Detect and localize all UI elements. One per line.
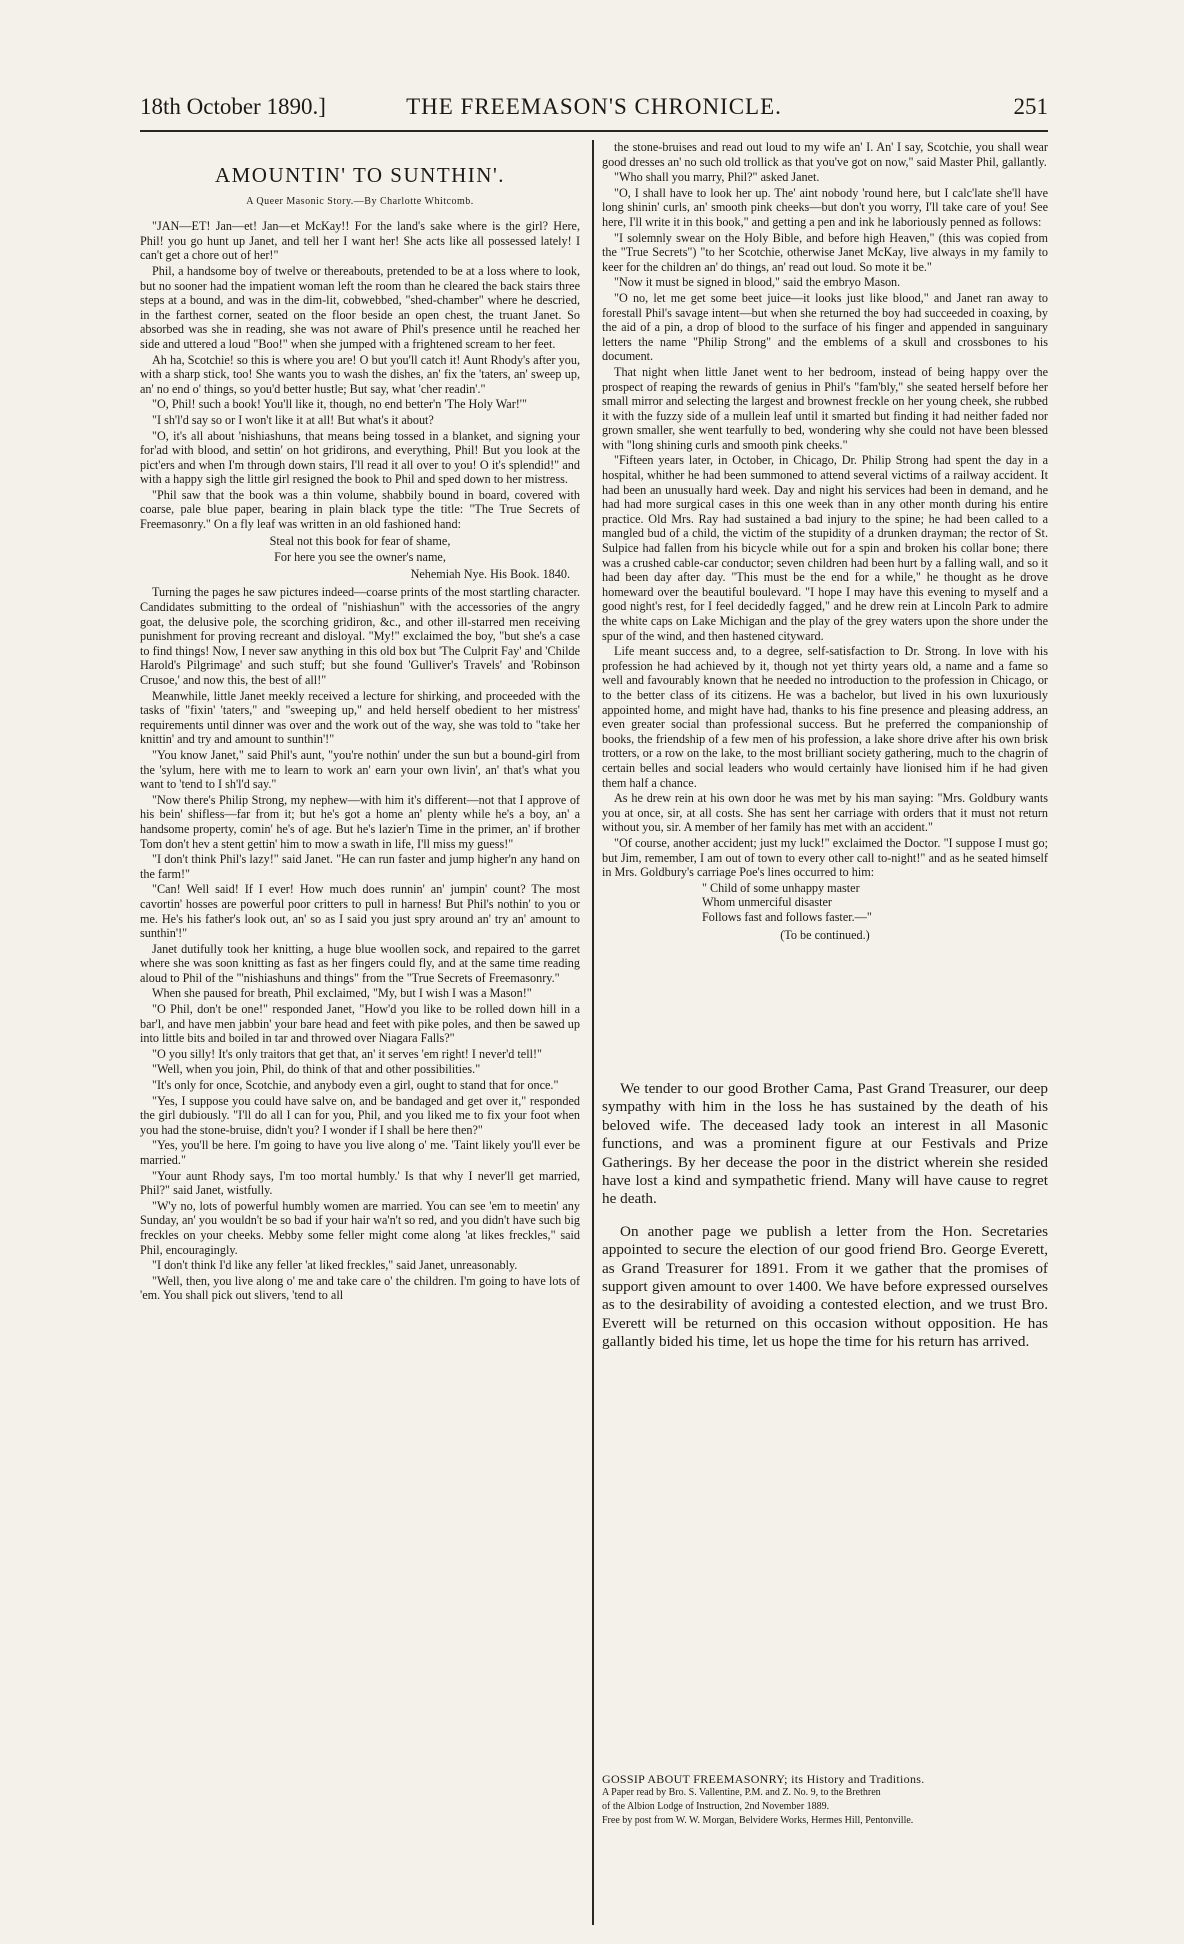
poem-line: Follows fast and follows faster.—" — [702, 909, 872, 924]
story-paragraph: "O Phil, don't be one!" responded Janet, "How'd you like to be rolled down hill in a bar'l, and have men jabbin' your bare head and feet with pike poles, and then be sawed up into little bits and boiled in tar and throwed over Niagara Falls?" — [140, 1002, 580, 1046]
editorial-paragraph: On another page we publish a letter from the Hon. Secretaries appointed to secure the election of our good friend Bro. George Everett, as Grand Treasurer for 1891. From it we gather that the promises of support given amount to over 1400. We have before expressed ourselves as to the desirability of avoiding a contested election, and we trust Bro. Everett will be returned on this occasion without opposition. He has gallantly bided his time, let us hope the time for his return has arrived. — [602, 1222, 1048, 1351]
story-paragraph: "Who shall you marry, Phil?" asked Janet. — [614, 170, 820, 185]
issue-date: 18th October 1890.] — [140, 94, 326, 119]
story-paragraph: "O, I shall have to look her up. The' aint nobody 'round here, but I calc'late she'll have long shinin' curls, an' smooth pink cheeks—but don't you worry, I'll take care of you! See here, I'll write it in this book," and getting a pen and ink he laboriously penned as follows: — [602, 185, 1048, 229]
advert-title: GOSSIP ABOUT FREEMASONRY; its History and Traditions. — [602, 1772, 925, 1786]
story-paragraph: Phil, a handsome boy of twelve or thereabouts, pretended to be at a loss where to look, but no sooner had the impatient woman left the room than he cleared the back stairs three steps at a bound, and was in the dim-lit, cobwebbed, "shed-chamber" where he descried, in the farthest corner, seated on the floor beside an open chest, the truant Janet. So absorbed was she in reading, she was not aware of Phil's presence until he reached her side and uttered a loud "Boo!" when she jumped with a frightened scream to her feet. — [140, 263, 580, 351]
story-paragraph: Meanwhile, little Janet meekly received a lecture for shirking, and proceeded with the tasks of "fixin' 'taters," and "sweeping up," and held herself obedient to her mistress' requirements until dinner was over and the work out of the way, she was told to "take her knittin' and try and amount to sunthin'!" — [140, 688, 580, 747]
story-paragraph: "I don't think I'd like any feller 'at liked freckles," said Janet, unreasonably. — [152, 1258, 518, 1273]
advert-line: of the Albion Lodge of Instruction, 2nd November 1889. — [602, 1801, 830, 1812]
story-paragraph: "JAN—ET! Jan—et! Jan—et McKay!! For the land's sake where is the girl? Here, Phil! you go hunt up Janet, and tell her I want her! She acts like all possessed lately! I can't get a chore out of her!" — [140, 219, 580, 263]
story-paragraph: "I don't think Phil's lazy!" said Janet. "He can run faster and jump higher'n any hand on the farm!" — [140, 852, 580, 881]
page-header — [140, 94, 1048, 130]
story-paragraph: Turning the pages he saw pictures indeed—coarse prints of the most startling character. Candidates submitting to the ordeal of "nishiashun" with the accessories of the angry goat, the delusive pole, the scorching gridiron, &c., and other ill-starred men receiving punishment for proving recreant and disloyal. "My!" exclaimed the boy, "but she's a case to find things! Now, I never saw anything in this old box but 'The Culprit Fay' and 'Childe Harold's Pilgrimage' and such stuff; but she found 'Gulliver's Travels' and 'Robinson Crusoe,' and now this, the best of all!" — [140, 585, 580, 687]
story-paragraph: "Can! Well said! If I ever! How much does runnin' an' jumpin' count? The most cavortin' hosses are powerful poor critters to pull in harness! But Phil's nothin' to you or me. He's his father's look out, an' so as I said you just spry around an' try an' amount to sunthin'!" — [140, 882, 580, 941]
story-paragraph: When she paused for breath, Phil exclaimed, "My, but I wish I was a Mason!" — [152, 986, 532, 1001]
publication-title: THE FREEMASON'S CHRONICLE. — [406, 94, 782, 119]
story-paragraph: As he drew rein at his own door he was met by his man saying: "Mrs. Goldbury wants you at once, sir, at all costs. She has sent her carriage with orders that it must not return without you, sir. A member of her family has met with an accident." — [602, 791, 1048, 835]
poem-line: Whom unmerciful disaster — [702, 895, 832, 910]
page-number: 251 — [1013, 94, 1048, 119]
story-paragraph: Ah ha, Scotchie! so this is where you are! O but you'll catch it! Aunt Rhody's after you, with a sharp stick, too! She wants you to wash the dishes, an' fix the 'taters, an' sweep up, an' no end o' things, so you'd better hustle; But say, what 'cher readin'." — [140, 352, 580, 396]
story-paragraph: Janet dutifully took her knitting, a huge blue woollen sock, and repaired to the garret where she was soon knitting as fast as her fingers could fly, and at the same time reading aloud to Phil of the "'nishiashuns and things" from the "True Secrets of Freemasonry." — [140, 941, 580, 985]
story-paragraph: "Fifteen years later, in October, in Chicago, Dr. Philip Strong had spent the day in a hospital, whither he had been summoned to attend several victims of a railway accident. It had been an unusually hard week. Day and night his services had been in demand, and he had had more surgical cases in this one week than in any other month during his entire practice. Old Mrs. Ray had sustained a bad injury to the spine; he had been called to a mangled bud of a child, the victim of the stupidity of a drunken drayman; the rector of St. Sulpice had fallen from his bicycle while out for a spin and broken his collar bone; there was a crushed cable-car conductor; seven children had been hurt by a falling wall, and so it had been day after day. "This must be the end for a while," he thought as he drove homeward over the beautiful boulevard. "I hope I may have this evening to myself and a good night's rest, for I feel decidedly fagged," and he drew rein at Lincoln Park to admire the white caps on Lake Michigan and the play of the grey waters upon the shore under the spur of the wind, and then hastened cityward. — [602, 453, 1048, 643]
story-paragraph: the stone-bruises and read out loud to my wife an' I. An' I say, Scotchie, you shall wear good dresses an' no such old trollick as that you've got on now," said Master Phil, gallantly. — [602, 140, 1048, 169]
story-paragraphs-part-2 — [140, 585, 580, 1303]
poe-quotation — [602, 881, 1048, 925]
story-paragraph: "Well, then, you live along o' me and take care o' the children. I'm going to have lots of 'em. You shall pick out slivers, 'tend to all — [140, 1273, 580, 1303]
story-paragraph: "I sh'l'd say so or I won't like it at all! But what's it about? — [152, 412, 434, 427]
story-paragraphs-continued — [602, 140, 1048, 880]
story-paragraph: "Now there's Philip Strong, my nephew—with him it's different—not that I approve of his bein' shifless—far from it; but he's got a home an' plenty while he's a boy, an' a handsome property, comin' he's of age. But he's lazier'n Time in the primer, an' if brother Tom don't hev a stent gettin' him to mow a swath in life, I'll miss my guess!" — [140, 792, 580, 851]
story-column-left — [140, 168, 580, 1928]
header-rule — [140, 130, 1048, 132]
story-paragraph: "Yes, I suppose you could have salve on, and be bandaged and get over it," responded the girl dubiously. "I'll do all I can for you, Phil, and you liked me to fix your foot when you had the stone-bruise, didn't you? I wonder if I shall be here then?" — [140, 1093, 580, 1137]
story-paragraph: "Yes, you'll be here. I'm going to have you live along o' me. 'Taint likely you'll ever be married." — [140, 1138, 580, 1167]
story-paragraph: "It's only for once, Scotchie, and anybody even a girl, ought to stand that for once." — [152, 1078, 559, 1093]
verse-line: For here you see the owner's name, — [274, 550, 446, 565]
advert-line: A Paper read by Bro. S. Vallentine, P.M. and Z. No. 9, to the Brethren — [602, 1787, 881, 1798]
story-paragraph: "O you silly! It's only traitors that get that, an' it serves 'em right! I never'd tell!" — [152, 1046, 543, 1061]
story-paragraph: "Your aunt Rhody says, I'm too mortal humbly.' Is that why I never'll get married, Phil?" said Janet, wistfully. — [140, 1168, 580, 1198]
story-column-right — [602, 140, 1048, 1065]
story-title: AMOUNTIN' TO SUNTHIN'. — [214, 168, 506, 187]
to-be-continued: (To be continued.) — [780, 928, 870, 943]
story-paragraph: Life meant success and, to a degree, self-satisfaction to Dr. Strong. In love with his profession he had achieved by it, though not yet thirty years old, a name and a fame so well and favourably known that he needed no introduction to the profession in Chicago, or to the better class of its citizens. He was a bachelor, but lived in his own luxuriously appointed home, and might have had, thanks to his fine presence and pleasing address, an even greater social than professional success. But he preferred the companionship of books, the friendship of a few men of his profession, a lake shore drive after his own brisk trotters, or a row on the lake, to the most brilliant society gathering, much to the chagrin of certain belles and social leaders who would certainly have lionised him if he had given them half a chance. — [602, 644, 1048, 790]
story-paragraph: "I solemnly swear on the Holy Bible, and before high Heaven," (this was copied from the "True Secrets") "to her Scotchie, otherwise Janet McKay, live always in my family to keer for the children an' do things, an' read out loud. So mote it be." — [602, 230, 1048, 274]
story-byline: A Queer Masonic Story.—By Charlotte Whitcomb. — [246, 195, 474, 207]
story-paragraph: "Well, when you join, Phil, do think of that and other possibilities." — [152, 1062, 481, 1077]
verse-line: Steal not this book for fear of shame, — [269, 533, 451, 548]
story-paragraph: "O, Phil! such a book! You'll like it, though, no end better'n 'The Holy War!'" — [152, 397, 527, 412]
story-paragraph: "Phil saw that the book was a thin volume, shabbily bound in board, covered with coarse, pale blue paper, bearing in plain black type the title: "The True Secrets of Freemasonry." On a fly leaf was written in an old fashioned hand: — [140, 487, 580, 532]
fly-leaf-verse — [140, 534, 580, 565]
column-rule — [592, 140, 594, 1925]
verse-signature: Nehemiah Nye. His Book. 1840. — [410, 566, 570, 581]
poem-line: " Child of some unhappy master — [702, 880, 860, 895]
gossip-advert — [602, 1772, 1048, 1922]
story-paragraph: That night when little Janet went to her bedroom, instead of being happy over the prospect of reaping the rewards of genius in Phil's "fam'bly," she seated herself before her small mirror and selecting the largest and brownest freckle on her young cheek, she rubbed it with the fuzzy side of a mullein leaf until it smarted but finding it had neither faded nor grown smaller, she went tearfully to bed, wondering why she could not have been blessed with "long shining curls and smooth pink cheeks." — [602, 364, 1048, 452]
story-paragraph: "O no, let me get some beet juice—it looks just like blood," and Janet ran away to forestall Phil's savage intent—but when she returned the boy had succeeded in coaxing, by the aid of a pin, a drop of blood to the surface of his finger and appended in sanguinary letters the name "Philip Strong" and the emblems of a skull and crossbones to his document. — [602, 290, 1048, 364]
story-paragraph: "You know Janet," said Phil's aunt, "you're nothin' under the sun but a bound-girl from the 'sylum, here with me to learn to work an' earn your own livin', an' that's what you want to 'tend to I sh'l'd say." — [140, 747, 580, 792]
story-paragraph: "Of course, another accident; just my luck!" exclaimed the Doctor. "I suppose I must go; but Jim, remember, I am out of town to every other call to-night!" and as he seated himself in Mrs. Goldbury's carriage Poe's lines occurred to him: — [602, 835, 1048, 880]
story-paragraph: "O, it's all about 'nishiashuns, that means being tossed in a blanket, and signing your for'ad with blood, and settin' on hot gridirons, and everything, Phil! But you look at the pict'ers and when I'm through down stairs, I'll read it all over to you! O it's splendid!" and with a happy sigh the little girl resigned the book to Phil and sped down to her mistress. — [140, 428, 580, 487]
story-paragraph: "Now it must be signed in blood," said the embryo Mason. — [614, 275, 901, 290]
story-paragraphs-part-1 — [140, 219, 580, 531]
editorial-paragraph: We tender to our good Brother Cama, Past Grand Treasurer, our deep sympathy with him in the loss he has sustained by the death of his beloved wife. The deceased lady took an interest in all Masonic functions, and was a prominent figure at our Festivals and Prize Gatherings. By her decease the poor in the district wherein she resided have lost a kind and sympathetic friend. Many will have cause to regret he death. — [602, 1080, 1048, 1208]
story-paragraph: "W'y no, lots of powerful humbly women are married. You can see 'em to meetin' any Sunday, an' you wouldn't be so bad if your hair wa'n't so red, and you didn't have such big freckles on your cheeks. Mebby some feller might come along 'at likes freckles," said Phil, encouragingly. — [140, 1198, 580, 1257]
editorial-notes — [602, 1080, 1048, 1730]
advert-line: Free by post from W. W. Morgan, Belvidere Works, Hermes Hill, Pentonville. — [602, 1815, 914, 1826]
